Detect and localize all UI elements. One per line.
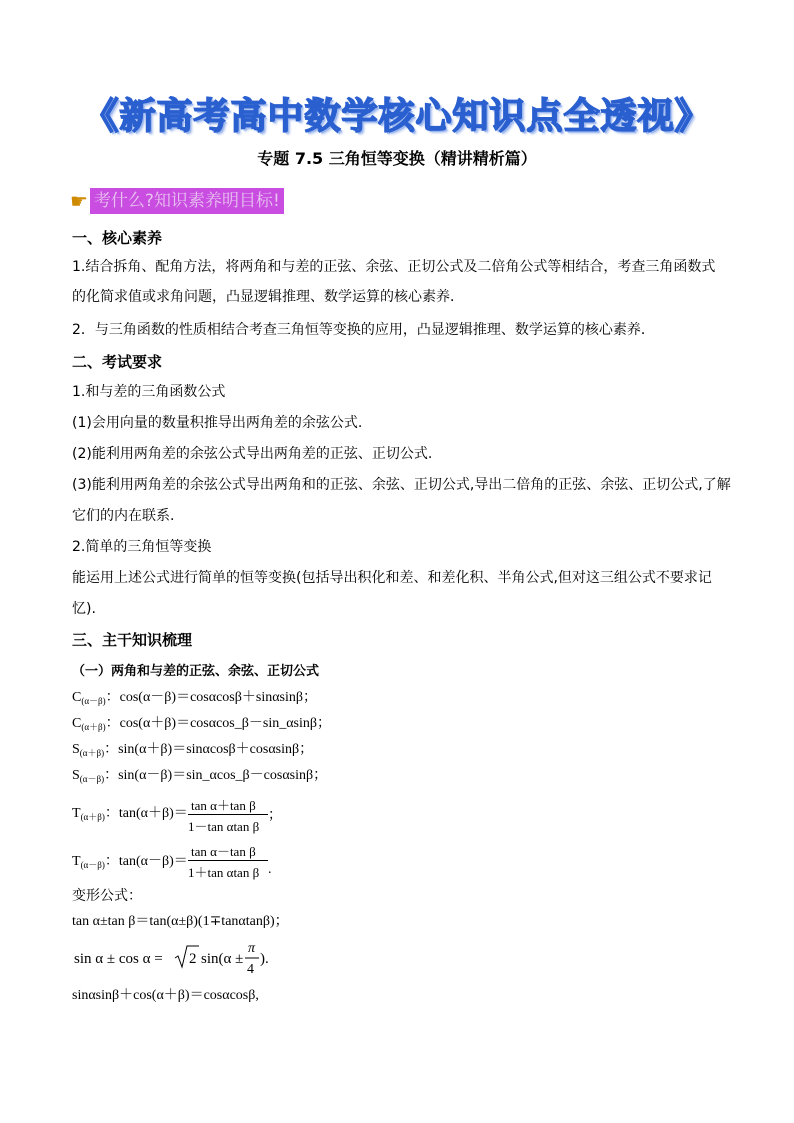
section-heading-requirements: 二、考试要求 <box>72 353 163 371</box>
formula-t-plus <box>72 804 188 827</box>
formula-function: sin(α ± <box>201 951 244 967</box>
fraction-bar <box>188 814 268 815</box>
formula-label: S <box>72 768 80 783</box>
formula-s-plus <box>72 740 732 763</box>
requirement-item-1-3-line-1: (3)能利用两角差的余弦公式导出两角和的正弦、余弦、正切公式,导出二倍角的正弦、余弦、正切公式,了解 <box>72 477 731 493</box>
objective-banner <box>70 188 284 214</box>
fraction-denominator: 4 <box>247 962 254 977</box>
requirement-item-2-line-1: 能运用上述公式进行简单的恒等变换(包括导出积化和差、和差化积、半角公式,但对这三组公式不要求记 <box>72 570 712 586</box>
core-paragraph-2: 2．与三角函数的性质相结合考查三角恒等变换的应用，凸显逻辑推理、数学运算的核心素养． <box>72 322 655 338</box>
fraction-numerator: π <box>248 941 256 956</box>
banner-text: 考什么?知识素养明目标! <box>90 188 284 214</box>
formula-body: ：sin(α－β)＝sin_αcos_β－cosαsinβ； <box>104 768 328 783</box>
fraction-bar <box>188 860 268 861</box>
requirement-item-1-3-line-2: 它们的内在联系. <box>72 508 175 524</box>
subtitle: 专题 7.5 三角恒等变换（精讲精析篇） <box>257 149 537 168</box>
formula-label: S <box>72 742 80 757</box>
formula-subscript: (α－β) <box>80 860 105 870</box>
formula-body: ：cos(α＋β)＝cosαcos_β－sin_αsinβ； <box>105 716 332 731</box>
formula-subscript: (α＋β) <box>79 748 105 758</box>
section-heading-knowledge: 三、主干知识梳理 <box>72 631 193 649</box>
formula-subscript: (α＋β) <box>81 722 106 732</box>
formula-t-minus <box>72 852 188 875</box>
pointing-hand-icon: ☛ <box>70 189 88 213</box>
formula-end: ； <box>268 808 282 823</box>
formula-label: C <box>72 716 82 731</box>
formula-c-plus <box>72 714 732 737</box>
variant-formulas-label: 变形公式： <box>72 888 142 904</box>
formula-body: ：sin(α＋β)＝sinαcosβ＋cosαsinβ； <box>104 742 314 757</box>
fraction-denominator: 1－tan αtan β <box>188 819 260 834</box>
main-title: 《新高考高中数学核心知识点全透视》 <box>82 96 712 137</box>
requirement-item-1-2: (2)能利用两角差的余弦公式导出两角差的正弦、正切公式. <box>72 446 433 462</box>
section-heading-core: 一、核心素养 <box>72 229 163 247</box>
formula-end: ). <box>260 951 269 967</box>
core-paragraph-1-line-2: 的化简求值或求角问题，凸显逻辑推理、数学运算的核心素养． <box>72 289 464 305</box>
formula-s-minus <box>72 766 732 789</box>
formula-c-minus <box>72 688 732 711</box>
core-paragraph-1-line-1: 1.结合拆角、配角方法，将两角和与差的正弦、余弦、正切公式及二倍角公式等相结合，考查三角函数式 <box>72 259 716 275</box>
formula-lhs: sin α ± cos α = <box>74 951 163 967</box>
fraction-denominator: 1＋tan αtan β <box>188 865 260 880</box>
variant-formula-3: sinαsinβ＋cos(α＋β)＝cosαcosβ, <box>72 988 259 1003</box>
formula-label: C <box>72 690 82 705</box>
variant-formula-1: tan α±tan β＝tan(α±β)(1∓tanαtanβ)； <box>72 914 289 929</box>
requirement-item-1: 1.和与差的三角函数公式 <box>72 384 226 400</box>
sqrt-radicand: 2 <box>189 951 197 967</box>
formula-subscript: (α＋β) <box>80 812 105 822</box>
formula-end: . <box>268 862 272 877</box>
requirement-item-2-line-2: 忆). <box>72 601 96 617</box>
requirement-item-2: 2.简单的三角恒等变换 <box>72 539 212 555</box>
formula-body: ：tan(α＋β)＝ <box>104 806 188 821</box>
formula-body: ：cos(α－β)＝cosαcosβ＋sinαsinβ； <box>105 690 318 705</box>
formula-label: T <box>72 854 81 869</box>
fraction-numerator: tan α－tan β <box>191 844 256 859</box>
formula-body: ：tan(α－β)＝ <box>104 854 188 869</box>
formula-subscript: (α－β) <box>79 774 105 784</box>
formula-label: T <box>72 806 81 821</box>
variant-formula-2 <box>72 936 302 980</box>
subsection-sum-difference: （一）两角和与差的正弦、余弦、正切公式 <box>72 664 320 679</box>
fraction-numerator: tan α＋tan β <box>191 798 256 813</box>
requirement-item-1-1: (1)会用向量的数量积推导出两角差的余弦公式. <box>72 415 363 431</box>
formula-subscript: (α－β) <box>81 696 106 706</box>
